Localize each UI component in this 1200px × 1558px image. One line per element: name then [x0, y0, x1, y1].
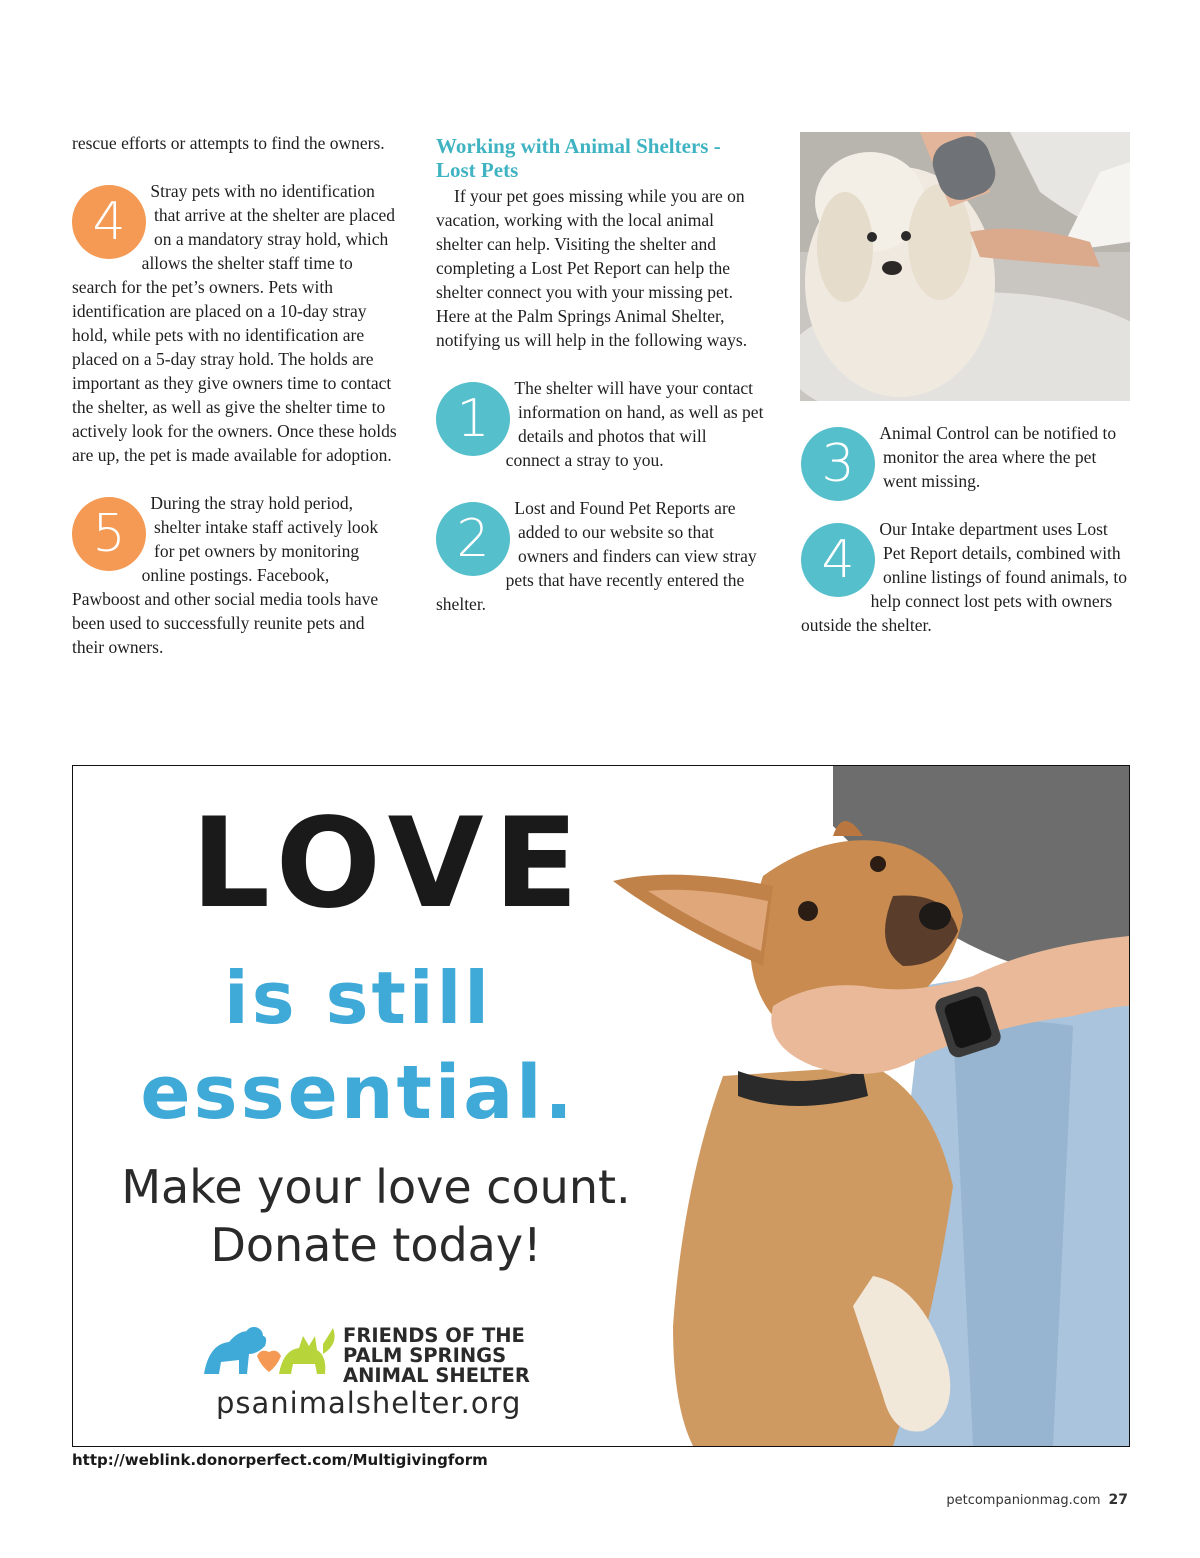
right-column	[801, 421, 1129, 637]
step-2-text: Lost and Found Pet Reports are added to our website so that owners and finders can view stray pets that have recently entered the shelter.	[436, 498, 757, 614]
step-4-right-text: Our Intake department uses Lost Pet Report details, combined with online listings of found animals, to help connect lost pets with owners outside the shelter.	[801, 519, 1128, 635]
step-3-text: Animal Control can be notified to monitor the area where the pet went missing.	[879, 423, 1117, 491]
number-1-badge: 1	[436, 382, 510, 456]
step-3-block	[801, 421, 1129, 493]
ad-org-line2: PALM SPRINGS	[343, 1344, 507, 1367]
footer-site[interactable]: petcompanionmag.com	[946, 1493, 1101, 1508]
section-heading: Working with Animal Shelters - Lost Pets	[436, 134, 721, 182]
step-5-block	[72, 491, 398, 659]
step-4-text: Stray pets with no identification that arrive at the shelter are placed on a mandatory stray hold, which allows the shelter staff time to search for the pet’s owners. Pets with identification are placed on a 10-day stray hold, while pets with no identification are placed on a 5-day stray hold. The holds are important as they give owners time to contact the shelter, as well as give the shelter time to actively look for the owners. Once these holds are up, the pet is made available for adoption.	[72, 181, 397, 465]
left-intro-paragraph: rescue efforts or attempts to find the owners.	[72, 133, 385, 153]
ad-org-line1: FRIENDS OF THE	[343, 1324, 525, 1347]
left-column	[72, 131, 398, 659]
ad-line-essential: essential.	[140, 1050, 576, 1136]
ad-website-link[interactable]: psanimalshelter.org	[216, 1386, 522, 1420]
ad-org-line3: ANIMAL SHELTER	[343, 1364, 530, 1387]
friends-shelter-logo-icon	[199, 1314, 339, 1384]
step-1-text: The shelter will have your contact information on hand, as well as pet details and photos that will connect a stray to you.	[505, 378, 764, 470]
middle-column	[436, 134, 764, 616]
donation-advertisement[interactable]	[72, 765, 1130, 1447]
middle-intro-paragraph: If your pet goes missing while you are on vacation, working with the local animal shelter can help. Visiting the shelter and completing a Lost Pet Report can help the shelter connect you with your missing pet. Here at the Palm Springs Animal Shelter, notifying us will help in the following ways.	[436, 186, 748, 350]
step-4-block	[72, 179, 398, 467]
dog-grooming-photo	[800, 132, 1130, 401]
number-5-badge: 5	[72, 497, 146, 571]
number-3-badge: 3	[801, 427, 875, 501]
number-2-badge: 2	[436, 502, 510, 576]
ad-call-to-action	[73, 1158, 679, 1274]
number-4-badge: 4	[72, 185, 146, 259]
step-2-block	[436, 496, 764, 616]
number-4-right-badge: 4	[801, 523, 875, 597]
page-footer	[946, 1492, 1128, 1508]
ad-headline-love: LOVE	[191, 792, 589, 936]
donation-weblink[interactable]: http://weblink.donorperfect.com/Multigivingform	[72, 1451, 488, 1469]
ad-cta-line2: Donate today!	[210, 1218, 542, 1272]
ad-organization-name	[343, 1326, 530, 1386]
step-1-block	[436, 376, 764, 472]
ad-cta-line1: Make your love count.	[121, 1160, 631, 1214]
step-5-text: During the stray hold period, shelter intake staff actively look for pet owners by monitoring online postings. Facebook, Pawboost and other social media tools have been used to successfully reunite pets and their owners.	[72, 493, 379, 657]
page-number: 27	[1108, 1492, 1128, 1508]
ad-line-is-still: is still	[224, 956, 492, 1040]
step-4-right-block	[801, 517, 1129, 637]
